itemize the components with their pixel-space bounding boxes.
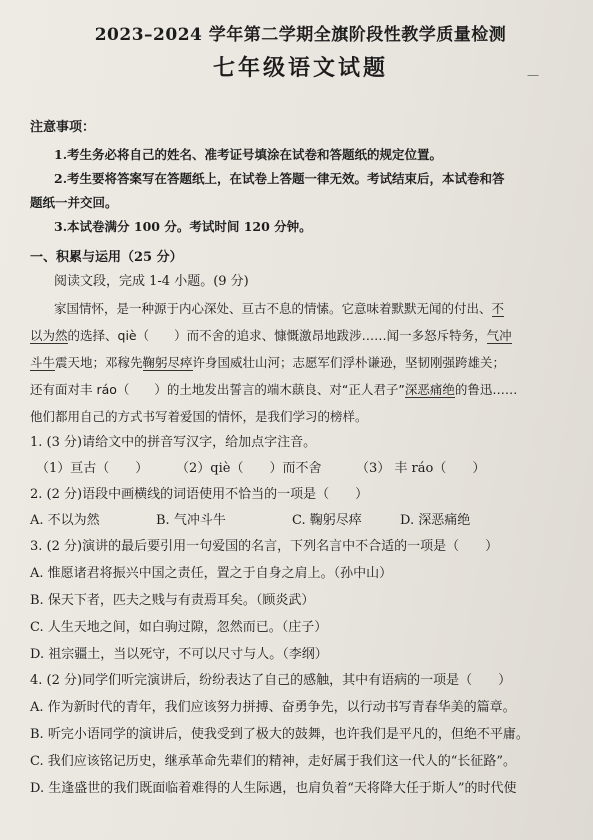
exam-subtitle: 七年级语文试题 xyxy=(212,55,388,81)
q4-option-a: A. 作为新时代的青年，我们应该努力拼搏、奋勇争先，以行动书写青春华美的篇章。 xyxy=(30,700,516,715)
question-1-stem: 1. (3 分)请给文中的拼音写汉字，给加点字注音。 xyxy=(30,435,317,450)
underlined-phrase: 深恶痛绝 xyxy=(404,382,455,397)
notes-heading: 注意事项： xyxy=(30,120,96,135)
underlined-phrase: 以为然 xyxy=(30,328,68,343)
passage-line: 以为然的选择、qiè（ ）而不舍的追求、慷慨激昂地跋涉……闻一多怒斥特务，气冲 xyxy=(30,328,512,343)
q4-option-c: C. 我们应该铭记历史，继承革命先辈们的精神，走好属于我们这一代人的“长征路”。 xyxy=(30,754,517,769)
passage-line: 家国情怀，是一种源于内心深处、亘古不息的情愫。它意味着默默无闻的付出、不 xyxy=(54,301,505,316)
q2-option-b: B. 气冲斗牛 xyxy=(156,513,226,528)
q3-option-a: A. 惟愿诸君将振兴中国之责任，置之于自身之肩上。（孙中山） xyxy=(30,566,393,581)
underlined-phrase: 不 xyxy=(491,301,505,316)
q1-item-2: （2）qiè（ ）而不舍 xyxy=(176,461,322,476)
q4-option-d: D. 生逢盛世的我们既面临着难得的人生际遇，也肩负着“天将降大任于斯人”的时代使 xyxy=(30,781,517,796)
passage-line: 还有面对丰 ráo（ ）的土地发出誓言的端木蕻良、对“正人君子”深恶痛绝的鲁迅…… xyxy=(30,382,518,397)
note-item-3: 3.本试卷满分 100 分。考试时间 120 分钟。 xyxy=(54,219,312,234)
q3-option-b: B. 保天下者，匹夫之贱与有责焉耳矣。（顾炎武） xyxy=(30,593,315,608)
q2-option-a: A. 不以为然 xyxy=(30,513,100,528)
underlined-phrase: 斗牛 xyxy=(30,355,56,370)
underlined-phrase: 气冲 xyxy=(486,328,512,343)
section-intro: 阅读文段，完成 1-4 小题。(9 分) xyxy=(54,274,249,289)
question-3-stem: 3. (2 分)演讲的最后要引用一句爱国的名言，下列名言中不合适的一项是（ ） xyxy=(30,539,499,554)
section-heading: 一、积累与运用（25 分） xyxy=(30,250,183,265)
question-4-stem: 4. (2 分)同学们听完演讲后，纷纷表达了自己的感触，其中有语病的一项是（ ） xyxy=(30,673,512,688)
passage-line: 他们都用自己的方式书写着爱国的情怀，是我们学习的榜样。 xyxy=(30,409,368,424)
note-item-2-cont: 题纸一并交回。 xyxy=(30,195,118,210)
question-1-items xyxy=(30,456,571,482)
passage-line: 斗牛震天地；邓稼先鞠躬尽瘁许身国威壮山河；志愿军们浮朴谦逊，坚韧刚强跨雄关； xyxy=(30,355,506,370)
q2-option-c: C. 鞠躬尽瘁 xyxy=(292,513,362,528)
q2-option-d: D. 深恶痛绝 xyxy=(400,513,471,528)
question-2-options xyxy=(30,508,571,534)
q3-option-d: D. 祖宗疆土，当以死守，不可以尺寸与人。（李纲） xyxy=(30,647,328,662)
underlined-phrase: 鞠躬尽瘁 xyxy=(142,355,193,370)
q1-item-1: （1）亘古（ ） xyxy=(36,461,149,476)
question-2-stem: 2. (2 分)语段中画横线的词语使用不恰当的一项是（ ） xyxy=(30,487,369,502)
q4-option-b: B. 听完小语同学的演讲后，使我受到了极大的鼓舞，也许我们是平凡的，但绝不平庸。 xyxy=(30,727,529,742)
margin-mark: — xyxy=(527,68,539,82)
q1-item-3: （3） 丰 ráo（ ） xyxy=(356,461,486,476)
reading-passage xyxy=(30,295,571,430)
note-item-2: 2.考生要将答案写在答题纸上，在试卷上答题一律无效。考试结束后，本试卷和答 xyxy=(54,171,505,186)
exam-title: 2023–2024 学年第二学期全旗阶段性教学质量检测 xyxy=(94,25,507,45)
note-item-1: 1.考生务必将自己的姓名、准考证号填涂在试卷和答题纸的规定位置。 xyxy=(54,147,443,162)
q3-option-c: C. 人生天地之间，如白驹过隙，忽然而已。（庄子） xyxy=(30,620,328,635)
